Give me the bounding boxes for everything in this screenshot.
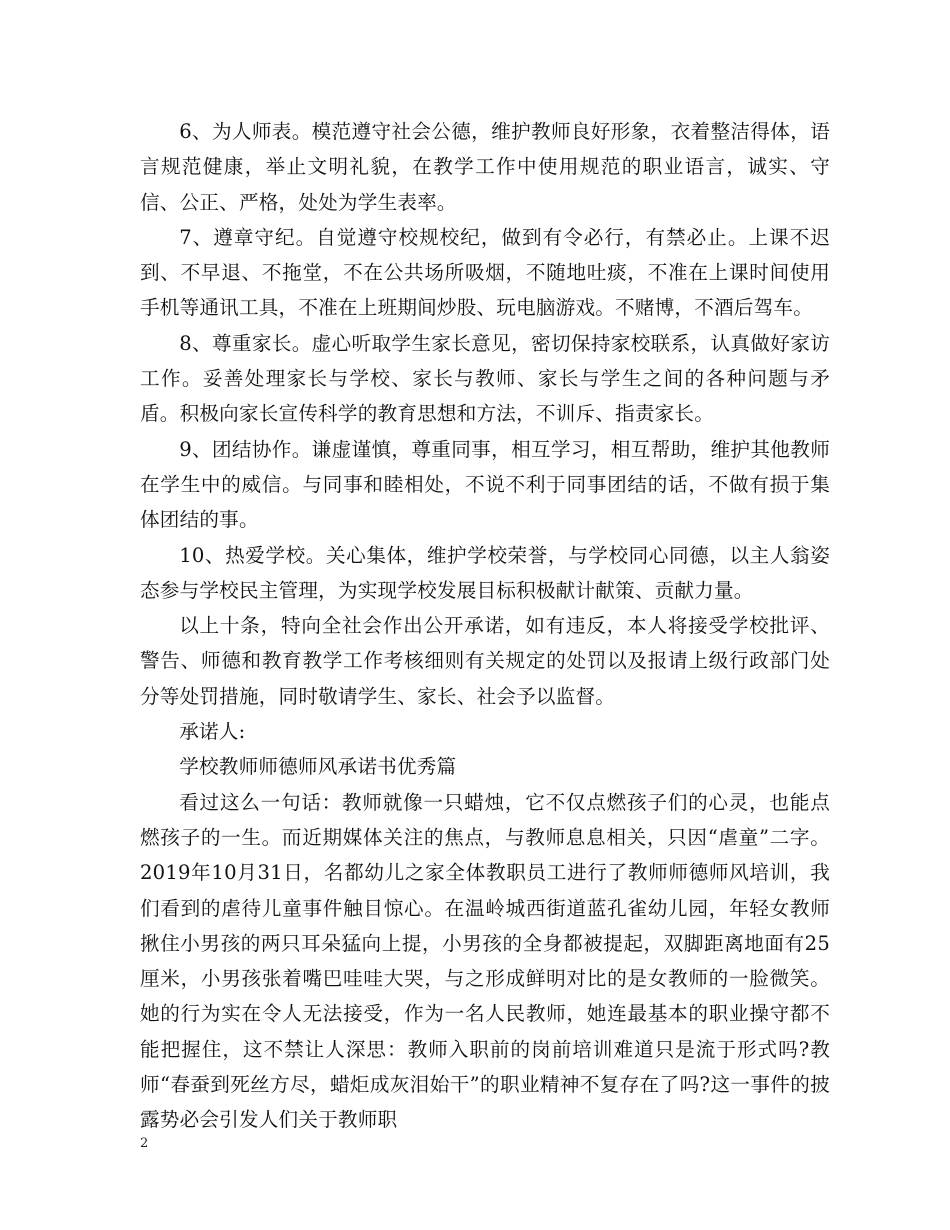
- document-body: [140, 114, 830, 1138]
- section-title: 学校教师师德师风承诺书优秀篇: [179, 755, 457, 779]
- page-number: 2: [140, 1136, 149, 1151]
- paragraph-item-9: 9、团结协作。谦虚谨慎，尊重同事，相互学习，相互帮助，维护其他教师在学生中的威信。与同事和睦相处，不说不利于同事团结的话，不做有损于集体团结的事。: [140, 437, 830, 532]
- paragraph-item-7: 7、遵章守纪。自觉遵守校规校纪，做到有令必行，有禁必止。上课不迟到、不早退、不拖堂，不在公共场所吸烟，不随地吐痰，不准在上课时间使用手机等通讯工具，不准在上班期间炒股、玩电脑游戏。不赌博，不酒后驾车。: [140, 225, 830, 320]
- essay-paragraph: 看过这么一句话：教师就像一只蜡烛，它不仅点燃孩子们的心灵，也能点燃孩子的一生。而近期媒体关注的焦点，与教师息息相关，只因“虐童”二字。 2019年10月31日，名都幼儿之家全体教职员工进行了教师师德师风培训，我们看到的虐待儿童事件触目惊心。在温岭城西街道蓝孔雀幼儿园，年轻女教师揪住小男孩的两只耳朵猛向上提，小男孩的全身都被提起，双脚距离地面有25厘米，小男孩张着嘴巴哇哇大哭，与之形成鲜明对比的是女教师的一脸微笑。她的行为实在令人无法接受，作为一名人民教师，她连最基本的职业操守都不能把握住，这不禁让人深思：教师入职前的岗前培训难道只是流于形式吗?教师“春蚕到死丝方尽，蜡炬成灰泪始干”的职业精神不复存在了吗?这一事件的披露势必会引发人们关于教师职: [140, 790, 830, 1132]
- paragraph-item-10: 10、热爱学校。关心集体，维护学校荣誉，与学校同心同德，以主人翁姿态参与学校民主管理，为实现学校发展目标积极献计献策、贡献力量。: [140, 543, 830, 602]
- paragraph-item-6: 6、为人师表。模范遵守社会公德，维护教师良好形象，衣着整洁得体，语言规范健康，举止文明礼貌，在教学工作中使用规范的职业语言，诚实、守信、公正、严格，处处为学生表率。: [140, 120, 830, 214]
- paragraph-item-8: 8、尊重家长。虚心听取学生家长意见，密切保持家校联系，认真做好家访工作。妥善处理家长与学校、家长与教师、家长与学生之间的各种问题与矛盾。积极向家长宣传科学的教育思想和方法，不训斥、指责家长。: [140, 331, 830, 426]
- promiser-label: 承诺人:: [179, 720, 246, 744]
- commitment-statement: 以上十条，特向全社会作出公开承诺，如有违反，本人将接受学校批评、警告、师德和教育教学工作考核细则有关规定的处罚以及报请上级行政部门处分等处罚措施，同时敬请学生、家长、社会予以监督。: [140, 614, 830, 708]
